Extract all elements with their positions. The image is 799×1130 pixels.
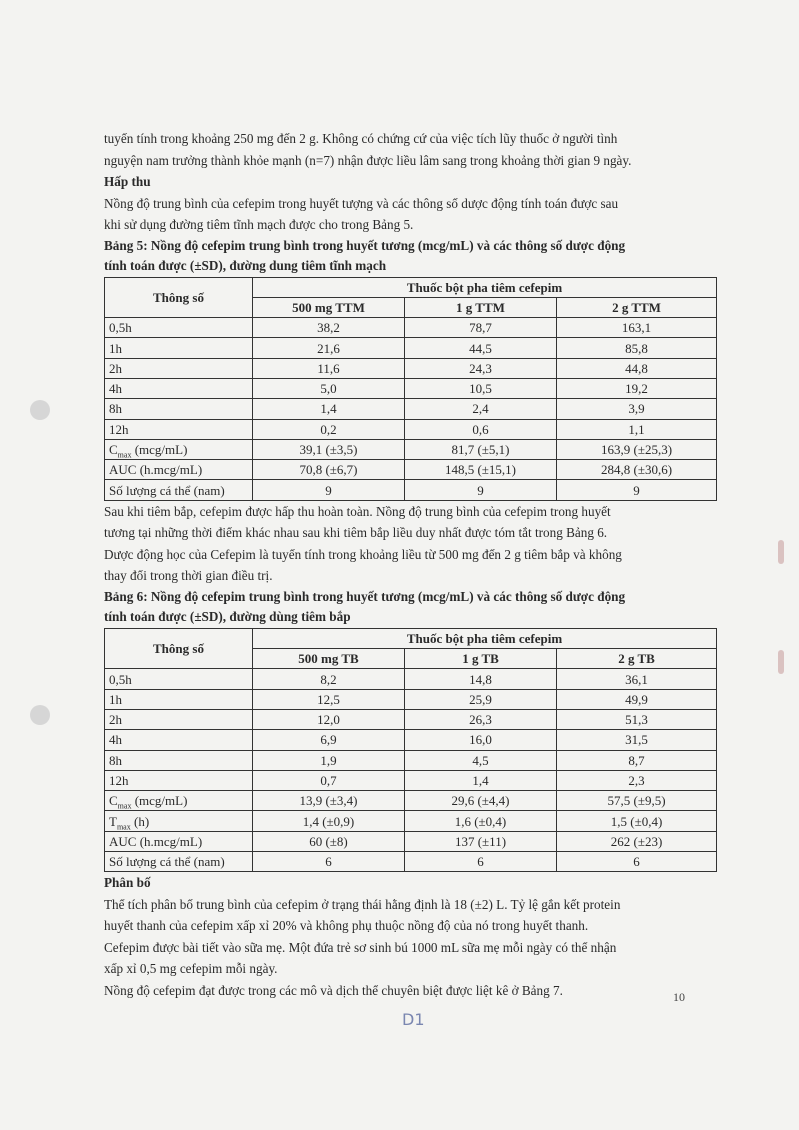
cell-value: 12,5 [253, 689, 405, 709]
cell-value: 57,5 (±9,5) [557, 791, 717, 811]
table5-caption: tính toán được (±SD), đường dung tiêm tĩnh mạch [104, 258, 387, 273]
table6-col-header: 2 g TB [557, 649, 717, 669]
row-label: $T_{max}$ (h) [105, 811, 253, 831]
cell-value: 0,2 [253, 419, 405, 439]
row-label: 1h [105, 689, 253, 709]
cell-value: 44,8 [557, 358, 717, 378]
cell-value: 44,5 [405, 338, 557, 358]
cell-value: 70,8 (±6,7) [253, 460, 405, 480]
cell-value: 13,9 (±3,4) [253, 791, 405, 811]
cell-value: 85,8 [557, 338, 717, 358]
table6 [104, 628, 717, 873]
row-label: 8h [105, 750, 253, 770]
table-row [105, 318, 717, 338]
cell-value: 49,9 [557, 689, 717, 709]
row-label: Số lượng cá thể (nam) [105, 480, 253, 500]
cell-value: 262 (±23) [557, 831, 717, 851]
paragraph-line: xấp xỉ 0,5 mg cefepim mỗi ngày. [104, 961, 278, 977]
table6-col-header: 1 g TB [405, 649, 557, 669]
paragraph-line: Dược động học của Cefepim là tuyến tính trong khoảng liều từ 500 mg đến 2 g tiêm bắp và không [104, 546, 622, 562]
cell-value: 9 [557, 480, 717, 500]
cell-value: 0,6 [405, 419, 557, 439]
section-heading-absorption: Hấp thu [104, 174, 151, 189]
cell-value: 0,7 [253, 770, 405, 790]
cell-value: 8,2 [253, 669, 405, 689]
cell-value: 31,5 [557, 730, 717, 750]
table-row [105, 852, 717, 872]
cell-value: 60 (±8) [253, 831, 405, 851]
paragraph-line: Nồng độ cefepim đạt được trong các mô và dịch thể chuyên biệt được liệt kê ở Bảng 7. [104, 982, 563, 998]
table-row [105, 399, 717, 419]
row-label: 1h [105, 338, 253, 358]
paragraph-line: Cefepim được bài tiết vào sữa mẹ. Một đứa trẻ sơ sinh bú 1000 mL sữa mẹ mỗi ngày có thể nhận [104, 939, 617, 955]
cell-value: 25,9 [405, 689, 557, 709]
cell-value: 1,1 [557, 419, 717, 439]
table5-col-header: 1 g TTM [405, 297, 557, 317]
table6-col-header: 500 mg TB [253, 649, 405, 669]
table6-group-header: Thuốc bột pha tiêm cefepim [253, 628, 717, 648]
row-label: 12h [105, 770, 253, 790]
cell-value: 29,6 (±4,4) [405, 791, 557, 811]
cell-value: 9 [253, 480, 405, 500]
table5 [104, 277, 717, 501]
cell-value: 1,4 [253, 399, 405, 419]
row-label: 8h [105, 399, 253, 419]
cell-value: 284,8 (±30,6) [557, 460, 717, 480]
table-row [105, 378, 717, 398]
cell-value: 1,4 (±0,9) [253, 811, 405, 831]
punch-hole-top [30, 400, 50, 420]
intro-line: nguyện nam trưởng thành khỏe mạnh (n=7) nhận được liều lâm sang trong khoảng thời gian 9 ngày. [104, 152, 632, 168]
table5-caption: Bảng 5: Nồng độ cefepim trung bình trong huyết tương (mcg/mL) và các thông số dược động [104, 237, 626, 253]
row-label: 2h [105, 709, 253, 729]
paragraph-line: huyết thanh của cefepim xấp xỉ 20% và không phụ thuộc nồng độ của nó trong huyết thanh. [104, 918, 589, 934]
table6-caption: tính toán được (±SD), đường dùng tiêm bắp [104, 609, 351, 625]
cell-value: 36,1 [557, 669, 717, 689]
cell-value: 3,9 [557, 399, 717, 419]
margin-mark [778, 650, 784, 674]
row-label: $C_{max}$ (mcg/mL) [105, 439, 253, 459]
table-row [105, 480, 717, 500]
cell-value: 12,0 [253, 709, 405, 729]
cell-value: 39,1 (±3,5) [253, 439, 405, 459]
cell-value: 137 (±11) [405, 831, 557, 851]
row-label: 0,5h [105, 318, 253, 338]
section-heading-distribution: Phân bố [104, 875, 151, 891]
cell-value: 16,0 [405, 730, 557, 750]
paragraph-line: tương tại những thời điểm khác nhau sau khi tiêm bắp liều duy nhất được tóm tắt trong Bảng 6. [104, 525, 608, 541]
intro-line: tuyến tính trong khoảng 250 mg đến 2 g. Không có chứng cứ của việc tích lũy thuốc ở người tình [104, 131, 618, 146]
cell-value: 1,6 (±0,4) [405, 811, 557, 831]
table-row [105, 419, 717, 439]
cell-value: 4,5 [405, 750, 557, 770]
handwritten-initials: D1 [402, 1010, 425, 1029]
table-row [105, 730, 717, 750]
table-row [105, 689, 717, 709]
cell-value: 51,3 [557, 709, 717, 729]
table-row [105, 831, 717, 851]
paragraph-line: Thể tích phân bố trung bình của cefepim ở trạng thái hằng định là 18 (±2) L. Tỷ lệ gắn kết protein [104, 896, 621, 912]
cell-value: 5,0 [253, 378, 405, 398]
table-row [105, 791, 717, 811]
table5-col-header: 2 g TTM [557, 297, 717, 317]
cell-value: 6,9 [253, 730, 405, 750]
cell-value: 148,5 (±15,1) [405, 460, 557, 480]
cell-value: 19,2 [557, 378, 717, 398]
table5-param-header: Thông số [105, 277, 253, 318]
punch-hole-bottom [30, 705, 50, 725]
cell-value: 2,4 [405, 399, 557, 419]
row-label: 4h [105, 378, 253, 398]
row-label: 0,5h [105, 669, 253, 689]
table5-col-header: 500 mg TTM [253, 297, 405, 317]
row-label: AUC (h.mcg/mL) [105, 831, 253, 851]
cell-value: 6 [405, 852, 557, 872]
table-row [105, 750, 717, 770]
cell-value: 10,5 [405, 378, 557, 398]
cell-value: 81,7 (±5,1) [405, 439, 557, 459]
margin-mark [778, 540, 784, 564]
table-row [105, 358, 717, 378]
cell-value: 9 [405, 480, 557, 500]
table-row [105, 338, 717, 358]
cell-value: 11,6 [253, 358, 405, 378]
row-label: AUC (h.mcg/mL) [105, 460, 253, 480]
cell-value: 14,8 [405, 669, 557, 689]
cell-value: 1,4 [405, 770, 557, 790]
table6-caption: Bảng 6: Nồng độ cefepim trung bình trong huyết tương (mcg/mL) và các thông số dược động [104, 588, 626, 604]
cell-value: 2,3 [557, 770, 717, 790]
paragraph-line: khi sử dụng đường tiêm tĩnh mạch được cho trong Bảng 5. [104, 217, 414, 232]
table-row [105, 811, 717, 831]
cell-value: 78,7 [405, 318, 557, 338]
table5-group-header: Thuốc bột pha tiêm cefepim [253, 277, 717, 297]
cell-value: 8,7 [557, 750, 717, 770]
row-label: 2h [105, 358, 253, 378]
cell-value: 163,9 (±25,3) [557, 439, 717, 459]
cell-value: 6 [253, 852, 405, 872]
table-row [105, 669, 717, 689]
paragraph-line: Sau khi tiêm bắp, cefepim được hấp thu hoàn toàn. Nồng độ trung bình của cefepim trong huyết [104, 503, 611, 519]
paragraph-line: thay đổi trong thời gian điều trị. [104, 568, 273, 584]
table6-param-header: Thông số [105, 628, 253, 669]
row-label: $C_{max}$ (mcg/mL) [105, 791, 253, 811]
cell-value: 26,3 [405, 709, 557, 729]
table-row [105, 439, 717, 459]
paragraph-line: Nồng độ trung bình của cefepim trong huyết tượng và các thông số dược động tính toán được sau [104, 195, 619, 211]
cell-value: 163,1 [557, 318, 717, 338]
row-label: 12h [105, 419, 253, 439]
cell-value: 24,3 [405, 358, 557, 378]
page-number: 10 [673, 990, 685, 1004]
table-row [105, 460, 717, 480]
table-row [105, 770, 717, 790]
cell-value: 1,5 (±0,4) [557, 811, 717, 831]
table-row [105, 709, 717, 729]
row-label: Số lượng cá thể (nam) [105, 852, 253, 872]
document-body [104, 128, 716, 1001]
row-label: 4h [105, 730, 253, 750]
cell-value: 1,9 [253, 750, 405, 770]
cell-value: 38,2 [253, 318, 405, 338]
cell-value: 21,6 [253, 338, 405, 358]
cell-value: 6 [557, 852, 717, 872]
